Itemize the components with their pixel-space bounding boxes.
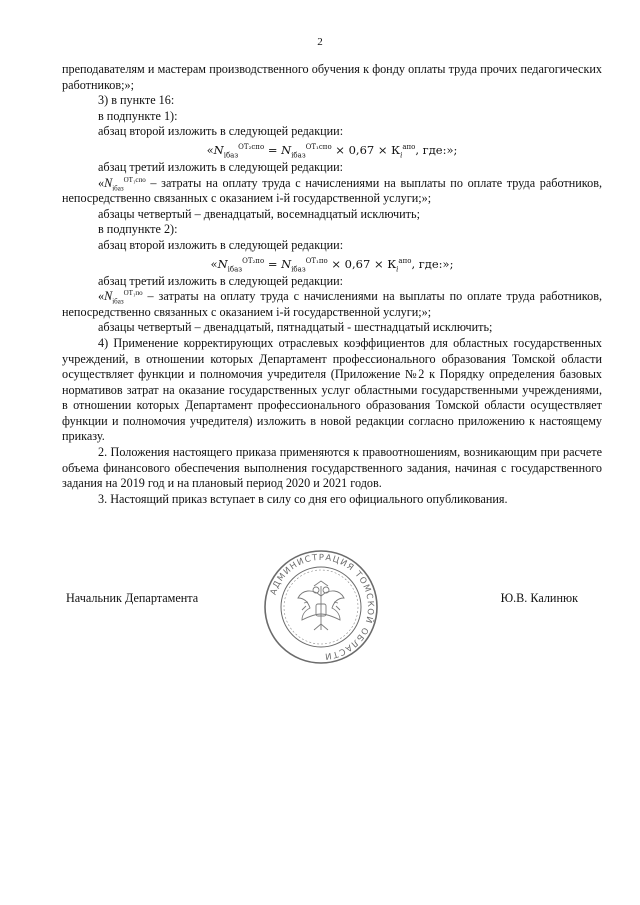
paragraph: 3. Настоящий приказ вступает в силу со дня его официального опубликования. bbox=[98, 491, 508, 506]
definition-text: – затраты на оплату труда с начислениями на выплаты по оплате труда работников, непосредственно связанных с оказанием i-й государственной услуги;»; bbox=[62, 289, 602, 319]
official-seal bbox=[262, 548, 380, 666]
formula-open-quote: « bbox=[210, 256, 218, 271]
definition-paragraph bbox=[62, 289, 602, 320]
formula-2 bbox=[62, 254, 602, 274]
formula-symbol: N bbox=[104, 289, 113, 304]
formula-equals: = bbox=[267, 256, 278, 271]
formula-superscript: ОТ₁по bbox=[123, 289, 143, 298]
formula-superscript: ОТ₁спо bbox=[305, 143, 332, 152]
signature-name: Ю.В. Калинюк bbox=[500, 591, 578, 605]
paragraph: абзацы четвертый – двенадцатый, пятнадцатый - шестнадцатый исключить; bbox=[98, 320, 493, 335]
paragraph: абзац второй изложить в следующей редакции: bbox=[98, 237, 344, 252]
formula-k-superscript: апо bbox=[402, 143, 416, 152]
formula-symbol: N bbox=[217, 256, 228, 271]
formula-1 bbox=[62, 140, 602, 160]
paragraph: абзац второй изложить в следующей редакции: bbox=[98, 124, 344, 139]
formula-symbol: N bbox=[213, 142, 224, 157]
formula-subscript: iбаз bbox=[291, 264, 306, 273]
formula-superscript: ОТ₂спо bbox=[238, 143, 265, 152]
paragraph: 3) в пункте 16: bbox=[98, 93, 175, 108]
formula-multiplier: × 0,67 × К bbox=[327, 256, 397, 271]
open-quote: « bbox=[98, 175, 105, 190]
formula-k-subscript: i bbox=[396, 264, 399, 273]
formula-superscript: ОТ₁по bbox=[305, 256, 328, 265]
formula-close: , где:»; bbox=[411, 256, 454, 271]
document-body bbox=[62, 62, 602, 507]
formula-superscript: ОТ₂по bbox=[242, 256, 265, 265]
paragraph: абзацы четвертый – двенадцатый, восемнадцатый исключить; bbox=[98, 206, 420, 221]
paragraph: в подпункте 1): bbox=[98, 108, 178, 123]
formula-subscript: iбаз bbox=[227, 264, 243, 273]
definition-paragraph bbox=[62, 176, 602, 207]
formula-open-quote: « bbox=[206, 142, 214, 157]
page-number: 2 bbox=[317, 36, 323, 48]
formula-multiplier: × 0,67 × К bbox=[331, 142, 401, 157]
formula-symbol: N bbox=[104, 175, 113, 190]
formula-k-superscript: апо bbox=[398, 256, 412, 265]
seal-ring-text: АДМИНИСТРАЦИЯ ТОМСКОЙ ОБЛАСТИ bbox=[268, 552, 376, 662]
formula-symbol: N bbox=[281, 142, 292, 157]
formula-superscript: ОТ₁спо bbox=[123, 175, 146, 184]
formula-subscript: iбаз bbox=[112, 184, 124, 192]
paragraph: 4) Применение корректирующих отраслевых коэффициентов для областных государственных учреждений, в отношении которых Департамент профессионального образования Томской области осуществляет функции и полномочия учредителя (Приложение №2 к Порядку определения базовых нормативов затрат на оказание государственных услуг областными государственными учреждениями, в отношении которых Департамент профессионального образования Томской области осуществляет функции и полномочия учредителя) изложить в новой редакции согласно приложению к настоящему приказу. bbox=[62, 335, 602, 444]
paragraph: преподавателям и мастерам производственного обучения к фонду оплаты труда прочих педагогических работников;»; bbox=[62, 62, 602, 92]
formula-subscript: iбаз bbox=[291, 151, 306, 160]
paragraph: абзац третий изложить в следующей редакции: bbox=[98, 159, 344, 174]
open-quote: « bbox=[98, 289, 105, 304]
formula-subscript: iбаз bbox=[223, 151, 239, 160]
paragraph: абзац третий изложить в следующей редакции: bbox=[98, 273, 344, 288]
signature-title: Начальник Департамента bbox=[66, 591, 199, 605]
formula-k-subscript: i bbox=[400, 151, 403, 160]
formula-equals: = bbox=[267, 142, 278, 157]
definition-text: – затраты на оплату труда с начислениями на выплаты по оплате труда работников, непосредственно связанных с оказанием i-й государственной услуги;»; bbox=[62, 175, 602, 206]
paragraph: в подпункте 2): bbox=[98, 222, 178, 237]
eagle-emblem bbox=[298, 581, 344, 630]
formula-symbol: N bbox=[281, 256, 292, 271]
formula-subscript: iбаз bbox=[112, 297, 124, 306]
formula-close: , где:»; bbox=[415, 142, 458, 157]
paragraph: 2. Положения настоящего приказа применяются к правоотношениям, возникающим при расчете объема финансового обеспечения выполнения государственного задания, начиная с государственного задания на 2019 год и на плановый период 2020 и 2021 годов. bbox=[62, 445, 602, 491]
